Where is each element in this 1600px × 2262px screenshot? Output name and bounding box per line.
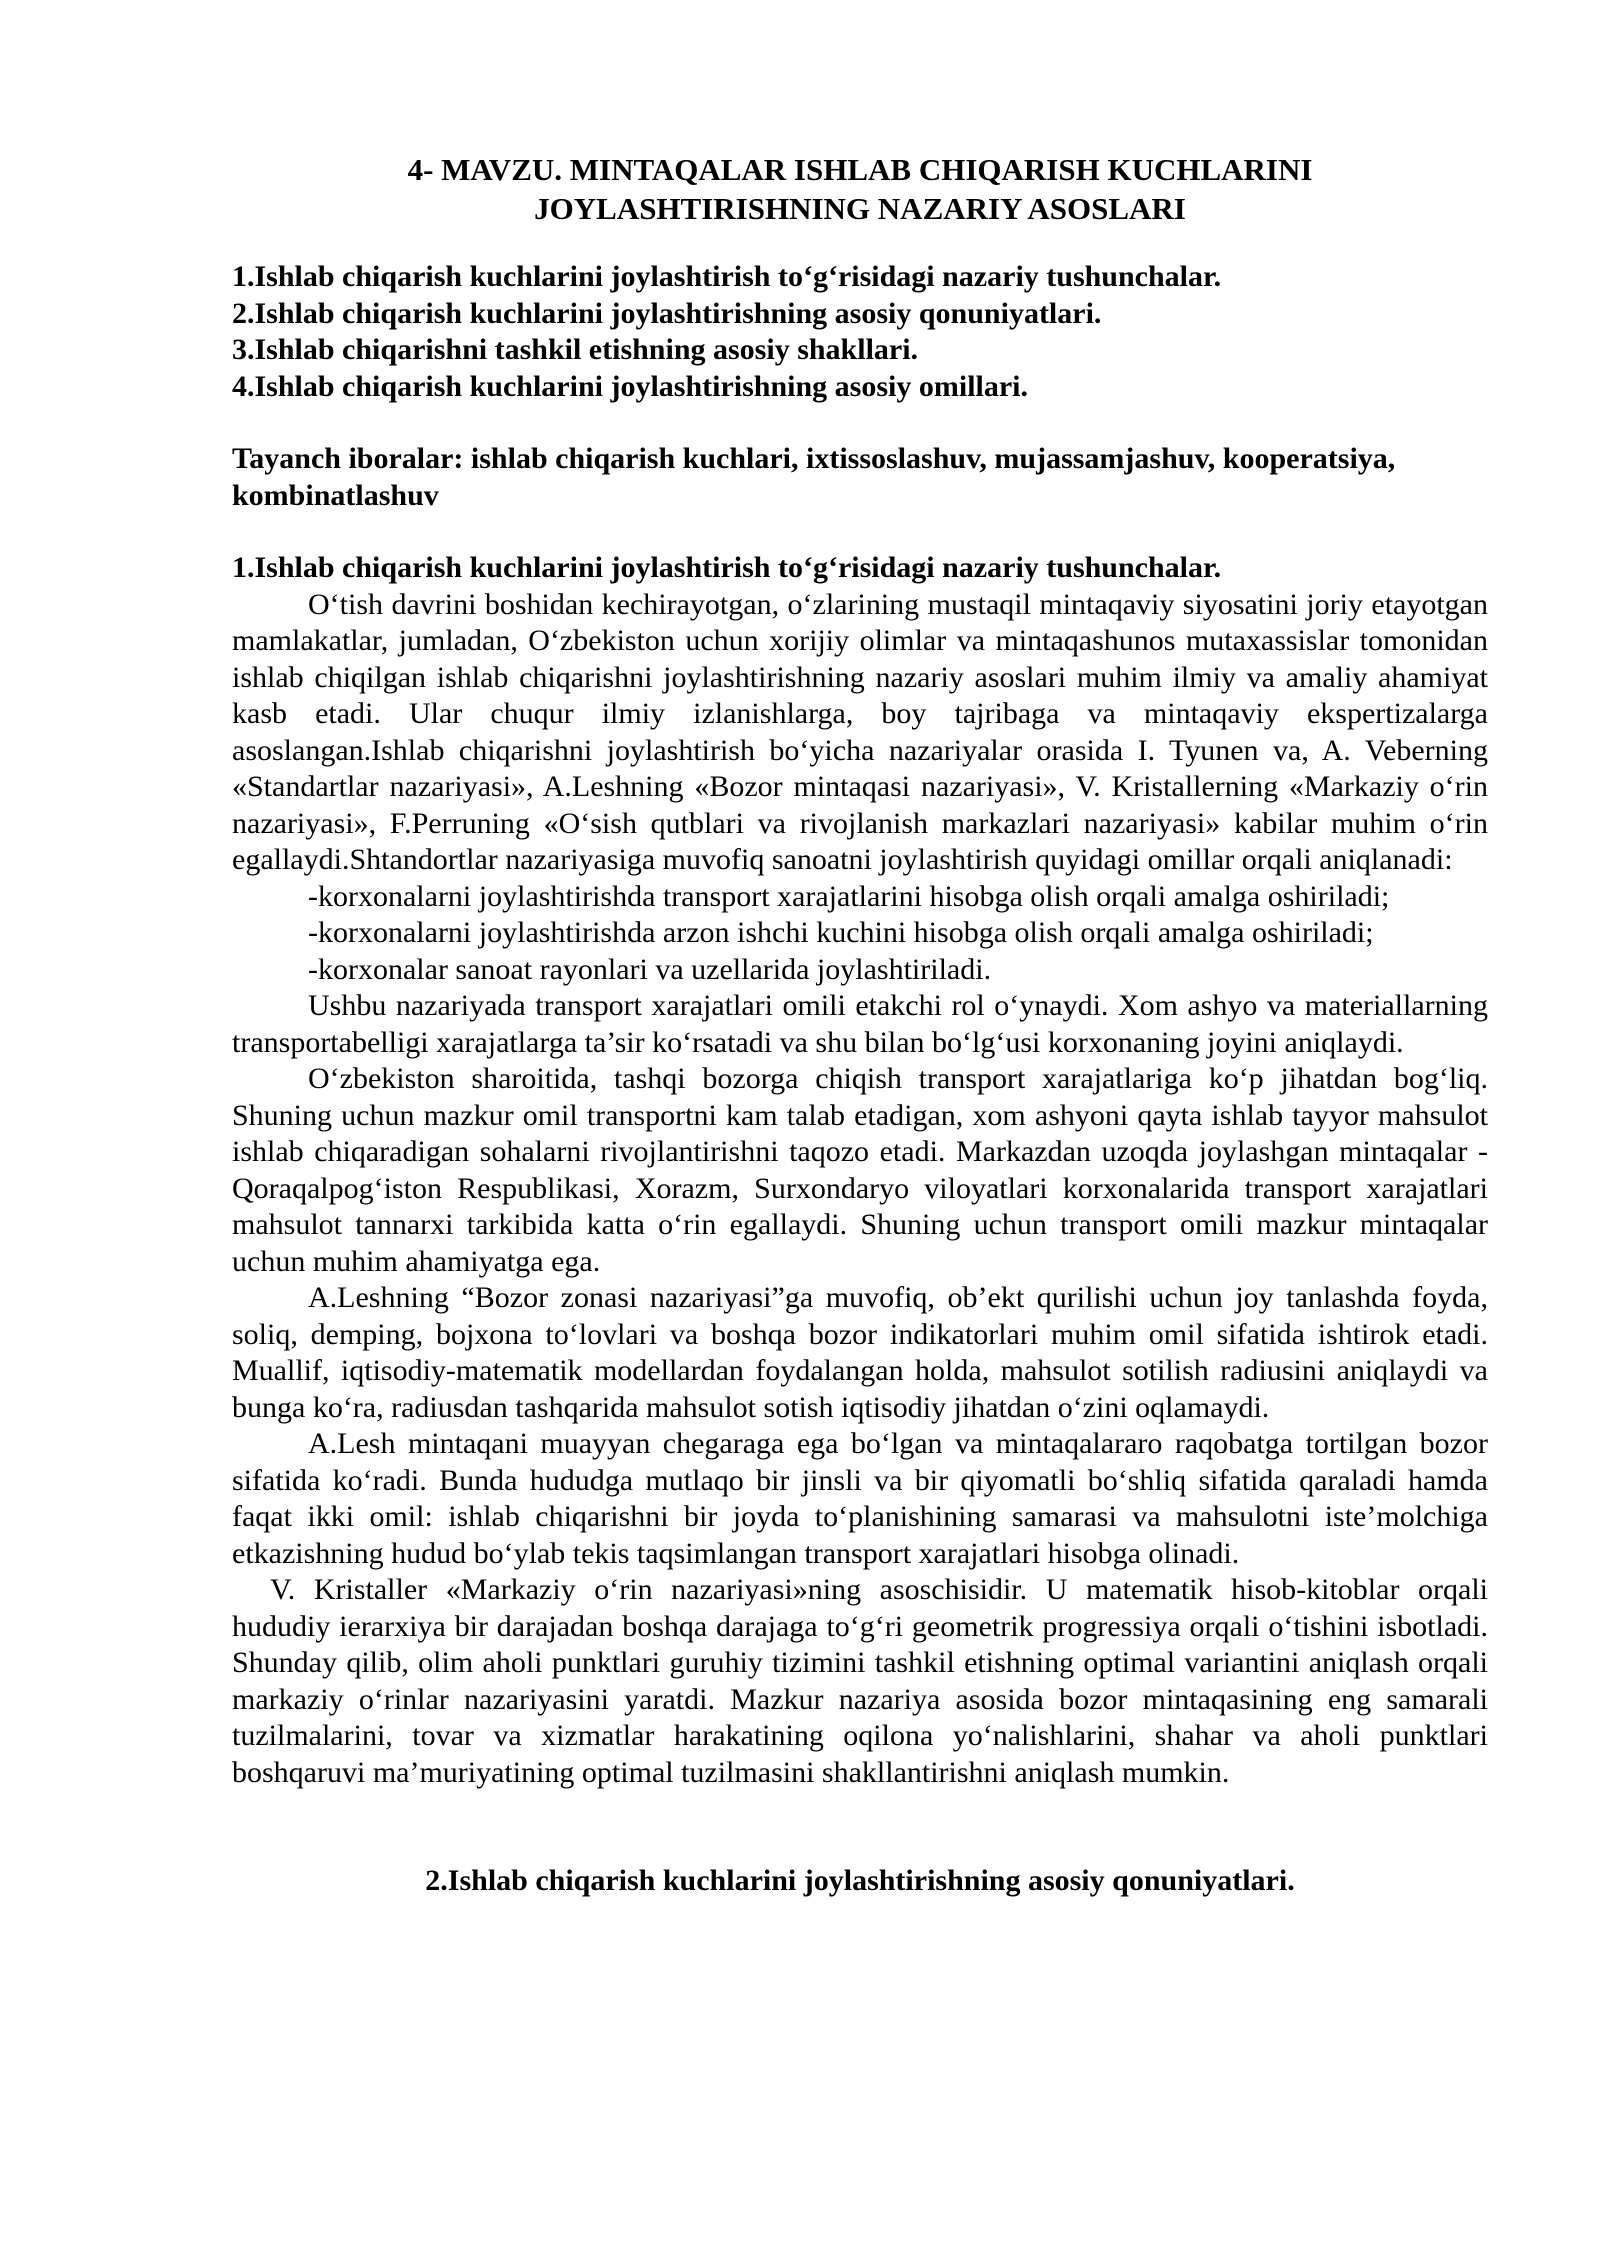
title-line-2: JOYLASHTIRISHNING NAZARIY ASOSLARI (534, 191, 1186, 226)
plan-item: 2.Ishlab chiqarish kuchlarini joylashtirishning asosiy qonuniyatlari. (232, 296, 1102, 330)
paragraph: Ushbu nazariyada transport xarajatlari omili etakchi rol o‘ynaydi. Xom ashyo va materiallarning transportabelligi xarajatlarga ta’sir ko‘rsatadi va shu bilan bo‘lg‘usi korxonaning joyini aniqlaydi. (232, 989, 1488, 1059)
paragraph: V. Kristaller «Markaziy o‘rin nazariyasi»ning asoschisidir. U matematik hisob-kitoblar orqali hududiy ierarxiya bir darajadan boshqa darajaga to‘g‘ri geometrik progressiya orqali o‘tishini isbotladi. Shunday qilib, olim aholi punktlari guruhiy tizimini tashkil etishning optimal variantini aniqlash orqali markaziy o‘rinlar nazariyasini yaratdi. Mazkur nazariya asosida bozor mintaqasining eng samarali tuzilmalarini, tovar va xizmatlar harakatining oqilona yo‘nalishlarini, shahar va aholi punktlari boshqaruvi ma’muriyatining optimal tuzilmasini shakllantirishni aniqlash mumkin. (232, 1573, 1488, 1789)
keywords: Tayanch iboralar: ishlab chiqarish kuchlari, ixtissoslashuv, mujassamjashuv, kooperatsiya, kombinatlashuv (232, 442, 1396, 512)
paragraph: O‘zbekiston sharoitida, tashqi bozorga chiqish transport xarajatlariga ko‘p jihatdan bog‘liq. Shuning uchun mazkur omil transportni kam talab etadigan, xom ashyoni qayta ishlab tayyor mahsulot ishlab chiqaradigan sohalarni rivojlantirishni taqozo etadi. Markazdan uzoqda joylashgan mintaqalar - Qoraqalpog‘iston Respublikasi, Xorazm, Surxondaryo viloyatlari korxonalarida transport xarajatlari mahsulot tannarxi tarkibida katta o‘rin egallaydi. Shuning uchun transport omili mazkur mintaqalar uchun muhim ahamiyatga ega. (232, 1062, 1488, 1278)
paragraph: A.Leshning “Bozor zonasi nazariyasi”ga muvofiq, ob’ekt qurilishi uchun joy tanlashda foyda, soliq, demping, bojxona to‘lovlari va boshqa bozor indikatorlari muhim omil sifatida ishtirok etadi. Muallif, iqtisodiy-matematik modellardan foydalangan holda, mahsulot sotilish radiusini aniqlaydi va bunga ko‘ra, radiusdan tashqarida mahsulot sotish iqtisodiy jihatdan o‘zini oqlamaydi. (232, 1281, 1488, 1424)
plan-item: 4.Ishlab chiqarish kuchlarini joylashtirishning asosiy omillari. (232, 369, 1029, 403)
bullet-item: -korxonalarni joylashtirishda transport xarajatlarini hisobga olish orqali amalga oshiriladi; (308, 879, 1390, 913)
title-line-1: 4- MAVZU. MINTAQALAR ISHLAB CHIQARISH KUCHLARINI (407, 152, 1313, 187)
document-page (232, 150, 1488, 1900)
bullet-item: -korxonalar sanoat rayonlari va uzellarida joylashtiriladi. (308, 952, 992, 986)
paragraph: O‘tish davrini boshidan kechirayotgan, o‘zlarining mustaqil mintaqaviy siyosatini joriy etayotgan mamlakatlar, jumladan, O‘zbekiston uchun xorijiy olimlar va mintaqashunos mutaxassislar tomonidan ishlab chiqilgan ishlab chiqarishni joylashtirishning nazariy asoslari muhim ilmiy va amaliy ahamiyat kasb etadi. Ular chuqur ilmiy izlanishlarga, boy tajribaga va mintaqaviy ekspertizalarga asoslangan.Ishlab chiqarishni joylashtirish bo‘yicha nazariyalar orasida I. Tyunen va, A. Veberning «Standartlar nazariyasi», A.Leshning «Bozor mintaqasi nazariyasi», V. Kristallerning «Markaziy o‘rin nazariyasi», F.Perruning «O‘sish qutblari va rivojlanish markazlari nazariyasi» kabilar muhim o‘rin egallaydi.Shtandortlar nazariyasiga muvofiq sanoatni joylashtirish quyidagi omillar orqali aniqlanadi: (232, 587, 1488, 876)
paragraph: A.Lesh mintaqani muayyan chegaraga ega bo‘lgan va mintaqalararo raqobatga tortilgan bozor sifatida ko‘radi. Bunda hududga mutlaqo bir jinsli va bir qiyomatli bo‘shliq sifatida qaraladi hamda faqat ikki omil: ishlab chiqarishni bir joyda to‘planishining samarasi va mahsulotni iste’molchiga etkazishning hudud bo‘ylab tekis taqsimlangan transport xarajatlari hisobga olinadi. (232, 1427, 1488, 1570)
section-1-body (232, 587, 1488, 1792)
page-title (232, 150, 1488, 228)
plan-item: 1.Ishlab chiqarish kuchlarini joylashtirish to‘g‘risidagi nazariy tushunchalar. (232, 260, 1222, 293)
topic-plan-list (232, 259, 1488, 405)
section-2-heading: 2.Ishlab chiqarish kuchlarini joylashtirishning asosiy qonuniyatlari. (425, 1864, 1295, 1897)
plan-item: 3.Ishlab chiqarishni tashkil etishning asosiy shakllari. (232, 333, 919, 366)
section-1-heading: 1.Ishlab chiqarish kuchlarini joylashtirish to‘g‘risidagi nazariy tushunchalar. (232, 551, 1222, 584)
bullet-item: -korxonalarni joylashtirishda arzon ishchi kuchini hisobga olish orqali amalga oshiriladi; (308, 916, 1374, 949)
